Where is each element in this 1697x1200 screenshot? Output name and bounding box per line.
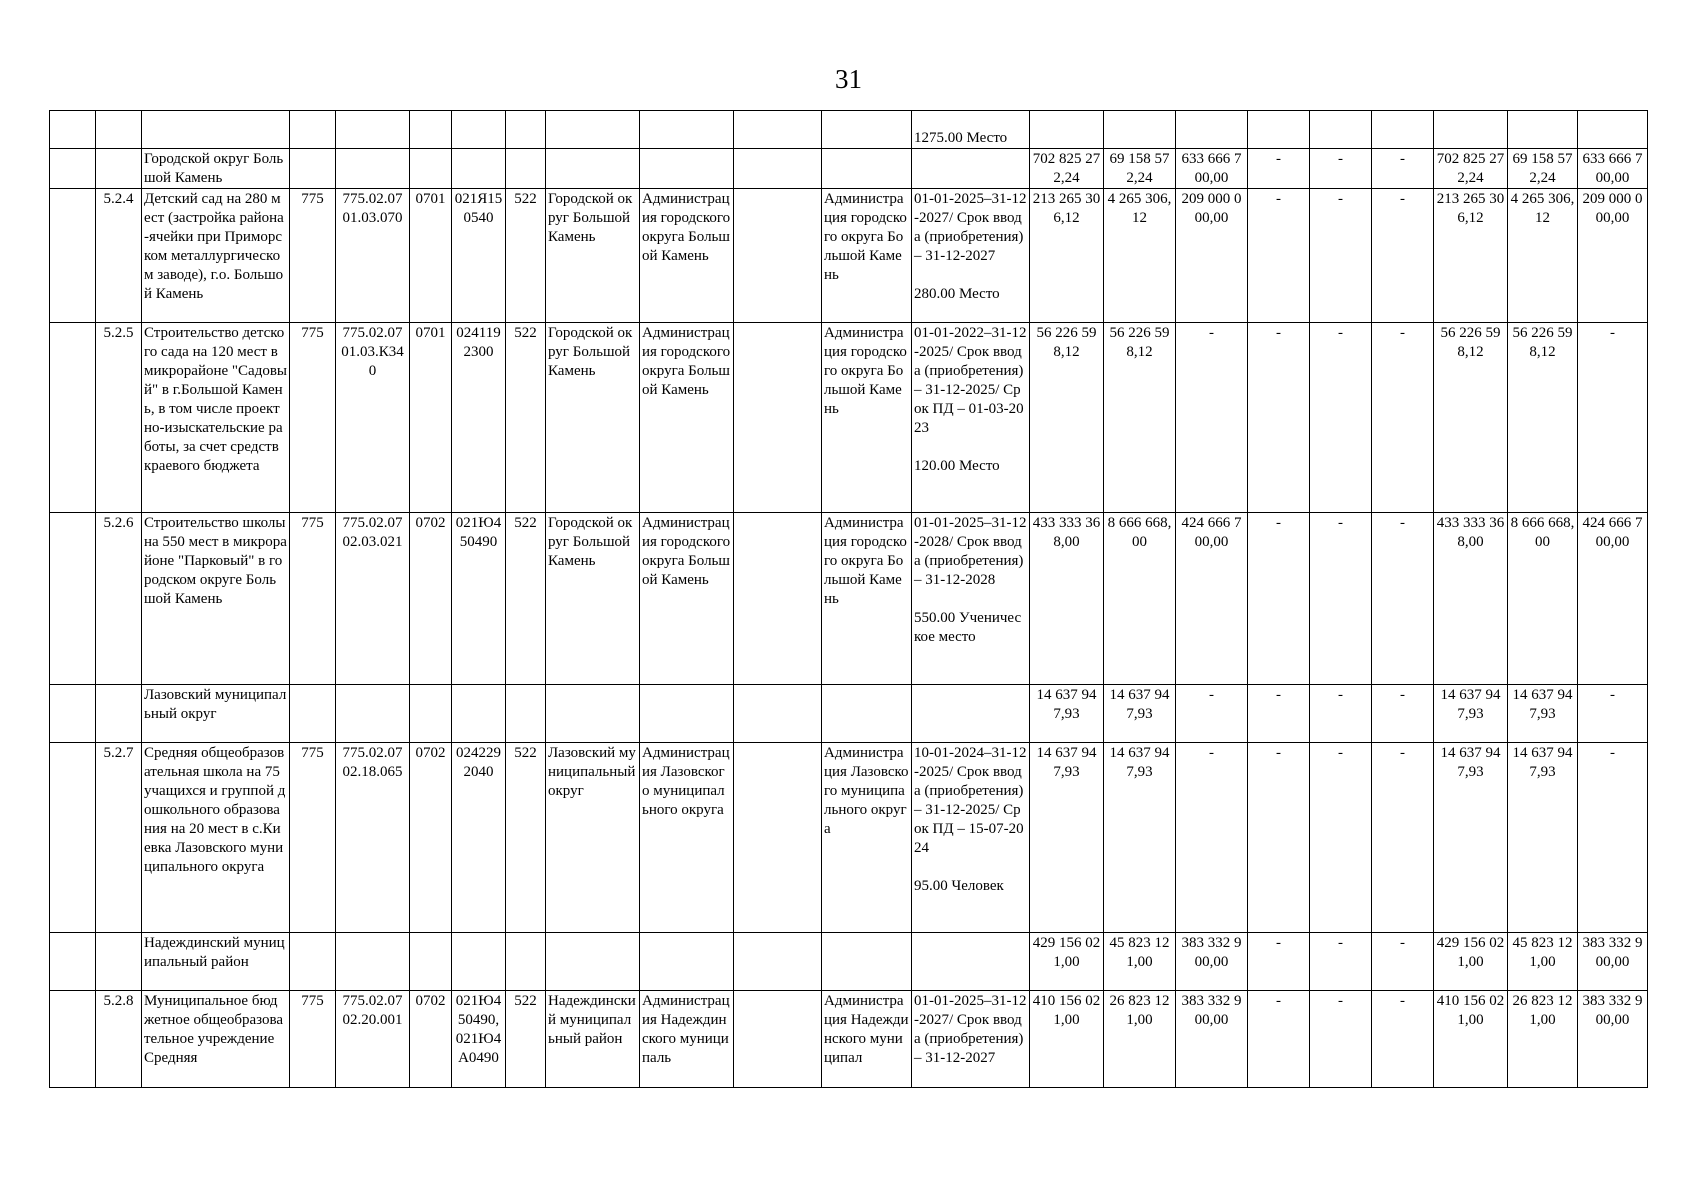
amount-cell: -: [1310, 149, 1372, 189]
amount-cell: 69 158 572,24: [1508, 149, 1578, 189]
amount-cell: 69 158 572,24: [1104, 149, 1176, 189]
amount-cell: 8 666 668,00: [1104, 513, 1176, 685]
amount-cell: 702 825 272,24: [1030, 149, 1104, 189]
summary-row: [50, 149, 1648, 189]
amount-cell: 4 265 306,12: [1508, 189, 1578, 323]
cell: [506, 111, 546, 149]
cell: [1372, 111, 1434, 149]
amount-cell: -: [1248, 743, 1310, 933]
cell: [506, 685, 546, 743]
item-number: 5.2.8: [96, 991, 142, 1088]
amount-cell: 213 265 306,12: [1030, 189, 1104, 323]
capacity-text: 280.00 Место: [914, 286, 1000, 302]
cell: [546, 685, 640, 743]
cell: [640, 111, 734, 149]
vr-code: 522: [506, 513, 546, 685]
cell: [822, 111, 912, 149]
item-name: Детский сад на 280 мест (застройка района-ячейки при Приморском металлургическом заводе), г.о. Большой Камень: [142, 189, 290, 323]
program-code: 775.02.07 02.20.001: [336, 991, 410, 1088]
summary-name: Надеждинский муниципальный район: [142, 933, 290, 991]
cell: [822, 149, 912, 189]
amount-cell: 424 666 700,00: [1176, 513, 1248, 685]
municipality: Городской округ Большой Камень: [546, 513, 640, 685]
item-name: Строительство детского сада на 120 мест в микрорайоне "Садовый" в г.Большой Камень, в том числе проектно-изыскательские работы, за счет средств краевого бюджета: [142, 323, 290, 513]
term-text: 01-01-2025–31-12-2027/ Срок ввода (приобретения) – 31-12-2027: [914, 993, 1027, 1066]
amount-cell: 213 265 306,12: [1434, 189, 1508, 323]
amount-cell: 209 000 000,00: [1578, 189, 1648, 323]
amount-cell: -: [1372, 933, 1434, 991]
cell: [1434, 111, 1508, 149]
cell: [410, 149, 452, 189]
cell: [640, 685, 734, 743]
cell: [50, 743, 96, 933]
cell: [96, 149, 142, 189]
municipality: Лазовский муниципальный округ: [546, 743, 640, 933]
cell: [734, 685, 822, 743]
amount-cell: 26 823 121,00: [1104, 991, 1176, 1088]
cell: [546, 111, 640, 149]
amount-cell: 410 156 021,00: [1434, 991, 1508, 1088]
cell: [506, 149, 546, 189]
item-number: 5.2.7: [96, 743, 142, 933]
cell: [290, 685, 336, 743]
amount-cell: -: [1310, 933, 1372, 991]
cell: [50, 685, 96, 743]
vr-code: 522: [506, 743, 546, 933]
item-name: Строительство школы на 550 мест в микрорайоне "Парковый" в городском округе Большой Камень: [142, 513, 290, 685]
cell: [822, 933, 912, 991]
amount-cell: -: [1248, 323, 1310, 513]
amount-cell: 4 265 306,12: [1104, 189, 1176, 323]
amount-cell: -: [1372, 743, 1434, 933]
cell: [50, 933, 96, 991]
cell: [50, 991, 96, 1088]
vr-code: 522: [506, 323, 546, 513]
amount-cell: 383 332 900,00: [1578, 933, 1648, 991]
amount-cell: 45 823 121,00: [1104, 933, 1176, 991]
cell: [1508, 111, 1578, 149]
amount-cell: 14 637 947,93: [1030, 685, 1104, 743]
cell: [912, 149, 1030, 189]
grbs-code: 775: [290, 513, 336, 685]
summary-row: [50, 685, 1648, 743]
cell: [912, 685, 1030, 743]
cell: [410, 685, 452, 743]
amount-cell: -: [1310, 513, 1372, 685]
page-number: 31: [835, 64, 862, 94]
amount-cell: 633 666 700,00: [1578, 149, 1648, 189]
amount-cell: 633 666 700,00: [1176, 149, 1248, 189]
amount-cell: 45 823 121,00: [1508, 933, 1578, 991]
cell: [50, 323, 96, 513]
summary-name: Городской округ Большой Камень: [142, 149, 290, 189]
developer: Администрация городского округа Большой Камень: [822, 513, 912, 685]
item-number: 5.2.6: [96, 513, 142, 685]
amount-cell: -: [1372, 513, 1434, 685]
amount-cell: -: [1578, 743, 1648, 933]
cell: [142, 111, 290, 149]
amount-cell: 26 823 121,00: [1508, 991, 1578, 1088]
amount-cell: -: [1248, 149, 1310, 189]
cell: [1030, 111, 1104, 149]
summary-name: Лазовский муниципальный округ: [142, 685, 290, 743]
amount-cell: -: [1248, 991, 1310, 1088]
amount-cell: 8 666 668,00: [1508, 513, 1578, 685]
term-cell: [912, 991, 1030, 1088]
amount-cell: 433 333 368,00: [1030, 513, 1104, 685]
cell: [410, 933, 452, 991]
grbs-code: 775: [290, 743, 336, 933]
amount-cell: -: [1248, 933, 1310, 991]
cell: [336, 933, 410, 991]
cell: [506, 933, 546, 991]
extra-cell: [734, 323, 822, 513]
cell: [640, 933, 734, 991]
section-code: 0701: [410, 323, 452, 513]
capacity-cell: 1275.00 Место: [912, 111, 1030, 149]
table-row: [50, 189, 1648, 323]
cell: [336, 685, 410, 743]
cell: [290, 111, 336, 149]
amount-cell: -: [1176, 685, 1248, 743]
amount-cell: -: [1310, 685, 1372, 743]
amount-cell: 424 666 700,00: [1578, 513, 1648, 685]
amount-cell: 56 226 598,12: [1508, 323, 1578, 513]
amount-cell: 410 156 021,00: [1030, 991, 1104, 1088]
developer: Администрация городского округа Большой Камень: [822, 189, 912, 323]
capacity-text: 95.00 Человек: [914, 878, 1004, 894]
amount-cell: -: [1310, 189, 1372, 323]
amount-cell: 429 156 021,00: [1030, 933, 1104, 991]
csr-code: 021Ю4 50490, 021Ю4 А0490: [452, 991, 506, 1088]
investment-table: [49, 110, 1648, 1088]
cell: [734, 933, 822, 991]
table-row: [50, 991, 1648, 1088]
term-cell: [912, 323, 1030, 513]
cell: [50, 513, 96, 685]
extra-cell: [734, 513, 822, 685]
cell: [336, 111, 410, 149]
amount-cell: 383 332 900,00: [1176, 933, 1248, 991]
csr-code: 024229 2040: [452, 743, 506, 933]
extra-cell: [734, 991, 822, 1088]
amount-cell: -: [1578, 685, 1648, 743]
cell: [50, 149, 96, 189]
customer: Администрация городского округа Большой Камень: [640, 513, 734, 685]
item-number: 5.2.5: [96, 323, 142, 513]
cell: [912, 933, 1030, 991]
item-number: 5.2.4: [96, 189, 142, 323]
cell: [290, 933, 336, 991]
table-row: [50, 743, 1648, 933]
customer: Администрация Лазовского муниципального округа: [640, 743, 734, 933]
term-text: 10-01-2024–31-12-2025/ Срок ввода (приобретения) – 31-12-2025/ Срок ПД – 15-07-2024: [914, 745, 1027, 856]
program-code: 775.02.07 02.18.065: [336, 743, 410, 933]
csr-code: 024119 2300: [452, 323, 506, 513]
item-name: Средняя общеобразовательная школа на 75 учащихся и группой дошкольного образования на 20 мест в с.Киевка Лазовского муниципального округа: [142, 743, 290, 933]
amount-cell: 14 637 947,93: [1434, 743, 1508, 933]
amount-cell: -: [1578, 323, 1648, 513]
term-text: 01-01-2025–31-12-2028/ Срок ввода (приобретения) – 31-12-2028: [914, 515, 1027, 588]
amount-cell: -: [1310, 323, 1372, 513]
municipality: Городской округ Большой Камень: [546, 323, 640, 513]
cell: [734, 111, 822, 149]
cell: [96, 685, 142, 743]
amount-cell: -: [1176, 323, 1248, 513]
municipality: Надеждинский муниципальный район: [546, 991, 640, 1088]
program-code: 775.02.07 01.03.070: [336, 189, 410, 323]
amount-cell: -: [1248, 189, 1310, 323]
cell: [96, 111, 142, 149]
amount-cell: -: [1372, 685, 1434, 743]
cell: [1104, 111, 1176, 149]
program-code: 775.02.07 01.03.К340: [336, 323, 410, 513]
amount-cell: 383 332 900,00: [1578, 991, 1648, 1088]
grbs-code: 775: [290, 189, 336, 323]
developer: Администрация городского округа Большой Камень: [822, 323, 912, 513]
amount-cell: 14 637 947,93: [1434, 685, 1508, 743]
vr-code: 522: [506, 991, 546, 1088]
cell: [50, 189, 96, 323]
cell: [546, 933, 640, 991]
cell: [336, 149, 410, 189]
amount-cell: -: [1248, 513, 1310, 685]
amount-cell: -: [1310, 743, 1372, 933]
term-text: 01-01-2022–31-12-2025/ Срок ввода (приобретения) – 31-12-2025/ Срок ПД – 01-03-2023: [914, 325, 1027, 436]
header-fragment-row: [50, 111, 1648, 149]
cell: [96, 933, 142, 991]
cell: [822, 685, 912, 743]
developer: Администрация Лазовского муниципального округа: [822, 743, 912, 933]
cell: [50, 111, 96, 149]
capacity-text: 120.00 Место: [914, 458, 1000, 474]
amount-cell: 383 332 900,00: [1176, 991, 1248, 1088]
summary-row: [50, 933, 1648, 991]
amount-cell: 209 000 000,00: [1176, 189, 1248, 323]
cell: [452, 685, 506, 743]
section-code: 0702: [410, 991, 452, 1088]
cell: [1176, 111, 1248, 149]
capacity-text: 550.00 Ученическое место: [914, 610, 1022, 645]
amount-cell: 429 156 021,00: [1434, 933, 1508, 991]
amount-cell: 14 637 947,93: [1508, 743, 1578, 933]
table-row: [50, 513, 1648, 685]
cell: [1248, 111, 1310, 149]
customer: Администрация городского округа Большой Камень: [640, 323, 734, 513]
grbs-code: 775: [290, 991, 336, 1088]
section-code: 0702: [410, 743, 452, 933]
program-code: 775.02.07 02.03.021: [336, 513, 410, 685]
amount-cell: -: [1372, 323, 1434, 513]
amount-cell: 56 226 598,12: [1030, 323, 1104, 513]
section-code: 0702: [410, 513, 452, 685]
amount-cell: -: [1310, 991, 1372, 1088]
amount-cell: -: [1176, 743, 1248, 933]
cell: [1578, 111, 1648, 149]
amount-cell: 14 637 947,93: [1104, 685, 1176, 743]
amount-cell: 14 637 947,93: [1030, 743, 1104, 933]
term-cell: [912, 189, 1030, 323]
extra-cell: [734, 189, 822, 323]
amount-cell: 56 226 598,12: [1434, 323, 1508, 513]
amount-cell: -: [1372, 991, 1434, 1088]
cell: [452, 111, 506, 149]
section-code: 0701: [410, 189, 452, 323]
extra-cell: [734, 743, 822, 933]
csr-code: 021Ю4 50490: [452, 513, 506, 685]
amount-cell: -: [1372, 189, 1434, 323]
customer: Администрация городского округа Большой Камень: [640, 189, 734, 323]
term-cell: [912, 743, 1030, 933]
cell: [452, 149, 506, 189]
amount-cell: 702 825 272,24: [1434, 149, 1508, 189]
cell: [452, 933, 506, 991]
csr-code: 021Я15 0540: [452, 189, 506, 323]
amount-cell: 14 637 947,93: [1508, 685, 1578, 743]
amount-cell: 433 333 368,00: [1434, 513, 1508, 685]
amount-cell: -: [1248, 685, 1310, 743]
cell: [290, 149, 336, 189]
term-text: 01-01-2025–31-12-2027/ Срок ввода (приобретения) – 31-12-2027: [914, 191, 1027, 264]
developer: Администрация Надеждинского муниципал: [822, 991, 912, 1088]
item-name: Муниципальное бюджетное общеобразовательное учреждение Средняя: [142, 991, 290, 1088]
cell: [410, 111, 452, 149]
term-cell: [912, 513, 1030, 685]
table-row: [50, 323, 1648, 513]
amount-cell: 56 226 598,12: [1104, 323, 1176, 513]
cell: [734, 149, 822, 189]
cell: [640, 149, 734, 189]
cell: [546, 149, 640, 189]
vr-code: 522: [506, 189, 546, 323]
amount-cell: 14 637 947,93: [1104, 743, 1176, 933]
customer: Администрация Надеждинского муниципаль: [640, 991, 734, 1088]
grbs-code: 775: [290, 323, 336, 513]
municipality: Городской округ Большой Камень: [546, 189, 640, 323]
amount-cell: -: [1372, 149, 1434, 189]
cell: [1310, 111, 1372, 149]
